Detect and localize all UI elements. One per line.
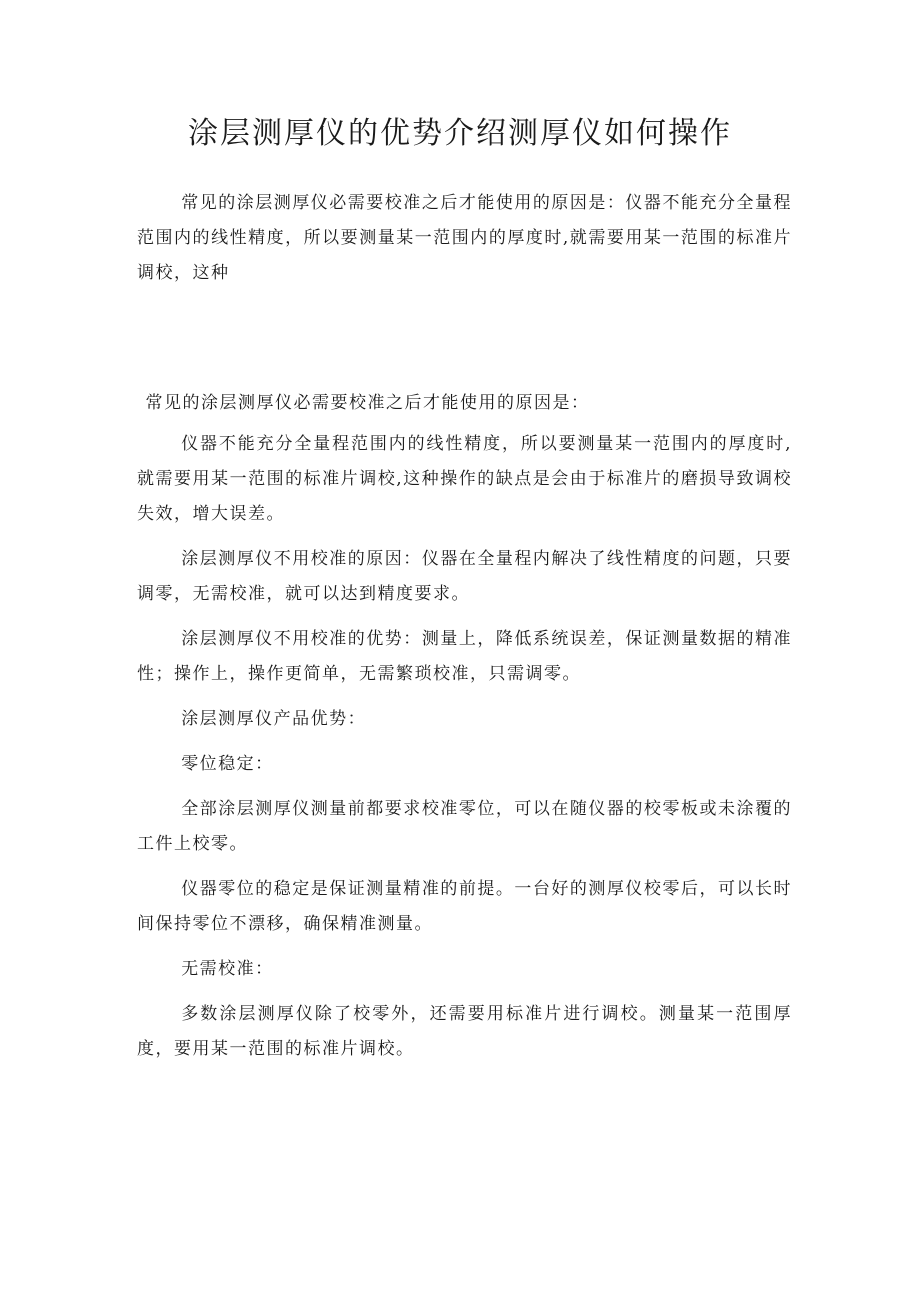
body-paragraph: 仪器不能充分全量程范围内的线性精度，所以要测量某一范围内的厚度时,就需要用某一范围的标准片调校,这种操作的缺点是会由于标准片的磨损导致调校失效，增大误差。 [137,434,792,524]
body-paragraph-lead: 常见的涂层测厚仪必需要校准之后才能使用的原因是： [145,393,590,413]
intro-paragraph: 常见的涂层测厚仪必需要校准之后才能使用的原因是：仪器不能充分全量程范围内的线性精度，所以要测量某一范围内的厚度时,就需要用某一范围的标准片调校，这种 [137,193,792,283]
section-heading-no-calibration: 无需校准： [181,959,274,979]
body-paragraph: 多数涂层测厚仪除了校零外，还需要用标准片进行调校。测量某一范围厚度，要用某一范围的标准片调校。 [137,1004,792,1059]
section-heading-product-advantages: 涂层测厚仪产品优势： [181,709,367,729]
page-title: 涂层测厚仪的优势介绍测厚仪如何操作 [188,116,732,151]
body-paragraph: 仪器零位的稳定是保证测量精准的前提。一台好的测厚仪校零后，可以长时间保持零位不漂移，确保精准测量。 [137,879,792,934]
body-paragraph: 全部涂层测厚仪测量前都要求校准零位，可以在随仪器的校零板或未涂覆的工件上校零。 [137,799,792,854]
body-paragraph: 涂层测厚仪不用校准的原因：仪器在全量程内解决了线性精度的问题，只要调零，无需校准，就可以达到精度要求。 [137,549,792,604]
document-body [137,386,792,1077]
section-heading-zero-stability: 零位稳定： [181,754,274,774]
body-paragraph: 涂层测厚仪不用校准的优势：测量上，降低系统误差，保证测量数据的精准性；操作上，操作更简单，无需繁琐校准，只需调零。 [137,629,792,684]
